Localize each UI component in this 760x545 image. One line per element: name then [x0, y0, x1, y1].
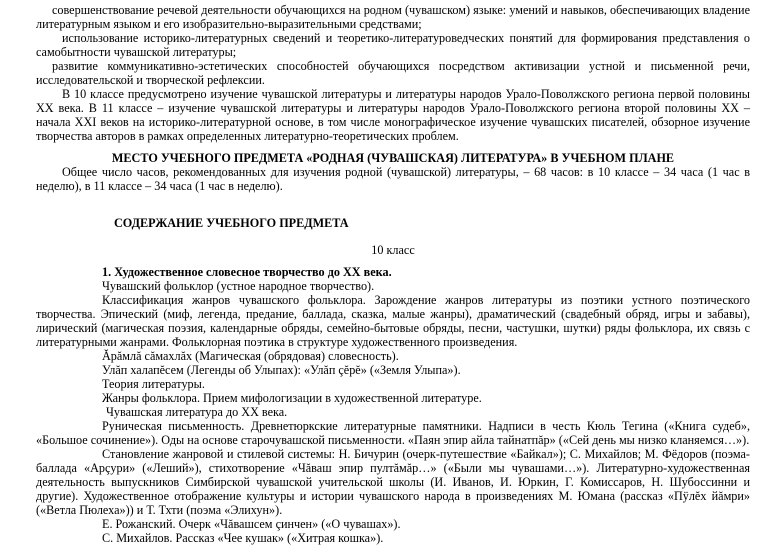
- theory-line: Теория литературы.: [102, 377, 205, 391]
- runic-paragraph: Руническая письменность. Древнетюркские литературные памятники. Надписи в честь Кюль Тегина («Книга судеб», «Большое сочинение»). Оды на основе старочувашской письменности. «Паян эпир айла тайнатпăр» («Сей день мы низко кланяемся…»).: [36, 419, 750, 447]
- legends-line: Улăп халапĕсем (Легенды об Улыпах): «Улăп çĕрĕ» («Земля Улыпа»).: [102, 363, 461, 377]
- intro-paragraph-speech: совершенствование речевой деятельности обучающихся на родном (чувашском) языке: умений и навыков, обеспечивающих владение литературным языком и его изобразительно-выразительными средствами;: [36, 3, 750, 31]
- folklore-line: Чувашский фольклор (устное народное творчество).: [102, 279, 375, 293]
- formation-paragraph: Становление жанровой и стилевой системы: Н. Бичурин (очерк-путешествие «Байкал»); С. Михайлов; М. Фёдоров (поэма-баллада «Арçури» («Леший»), стихотворение «Чăваш эпир пултăмăр…» («Были мы чувашами…»). Литературно-художественная деятельность выпускников Симбирской чувашской учительской школы (И. Иванов, И. Юркин, Г. Комиссаров, Н. Шубоссинни и другие). Художественное отображение культуры и истории чувашского народа в произведениях М. Юмана (рассказ «Пÿлĕх йăмри» («Ветла Пюлеха»)) и Т. Тхти (поэма «Элихун»).: [36, 447, 750, 517]
- genres-line: Жанры фольклора. Прием мифологизации в художественной литературе.: [102, 391, 482, 405]
- rozhansky-line: Е. Рожанский. Очерк «Чăвашсем çинчен» («О чувашах»).: [102, 517, 401, 531]
- ritual-line: Ăрăмлă сăмахлăх (Магическая (обрядовая) словесность).: [102, 349, 399, 363]
- literature-header-line: Чувашская литература до XX века.: [106, 405, 288, 419]
- mikhailov-line: С. Михайлов. Рассказ «Чее кушак» («Хитрая кошка»).: [102, 531, 384, 545]
- place-paragraph: Общее число часов, рекомендованных для изучения родной (чувашской) литературы, – 68 часов: в 10 классе – 34 часа (1 час в неделю), в 11 классе – 34 часа (1 час в неделю).: [36, 165, 750, 193]
- intro-paragraph-grades: В 10 классе предусмотрено изучение чувашской литературы и литературы народов Урало-Поволжского региона первой половины XX века. В 11 классе – изучение чувашской литературы и литературы народов Урало-Поволжского региона второй половины XX – начала XXI веков на историко-литературной основе, в том числе монографическое изучение чувашских писателей, обзорное изучение творчества авторов в рамках определенных литературно-теоретических проблем.: [36, 87, 750, 143]
- classification-paragraph: Классификация жанров чувашского фольклора. Зарождение жанров литературы из поэтики устного поэтического творчества. Эпический (миф, легенда, предание, баллада, сказка, малые жанры), драматический (свадебный обряд, игры и забавы), лирический (магическая поэзия, календарные обряды, семейно-бытовые обряды, песни, частушки, шутки) ряды фольклора, их связь с литературными жанрами. Фольклорная поэтика в структуре художественного произведения.: [36, 293, 750, 349]
- place-heading: МЕСТО УЧЕБНОГО ПРЕДМЕТА «РОДНАЯ (ЧУВАШСКАЯ) ЛИТЕРАТУРА» В УЧЕБНОМ ПЛАНЕ: [111, 151, 675, 165]
- grade-label: 10 класс: [371, 243, 415, 257]
- document-page: [0, 3, 760, 545]
- section-1-title: 1. Художественное словесное творчество до XX века.: [102, 265, 392, 279]
- intro-paragraph-communication: развитие коммуникативно-эстетических способностей обучающихся посредством активизации устной и письменной речи, исследовательской и творческой рефлексии.: [36, 59, 750, 87]
- content-heading: СОДЕРЖАНИЕ УЧЕБНОГО ПРЕДМЕТА: [114, 216, 349, 230]
- intro-paragraph-history: использование историко-литературных сведений и теоретико-литературоведческих понятий для формирования представления о самобытности чувашской литературы;: [36, 31, 750, 59]
